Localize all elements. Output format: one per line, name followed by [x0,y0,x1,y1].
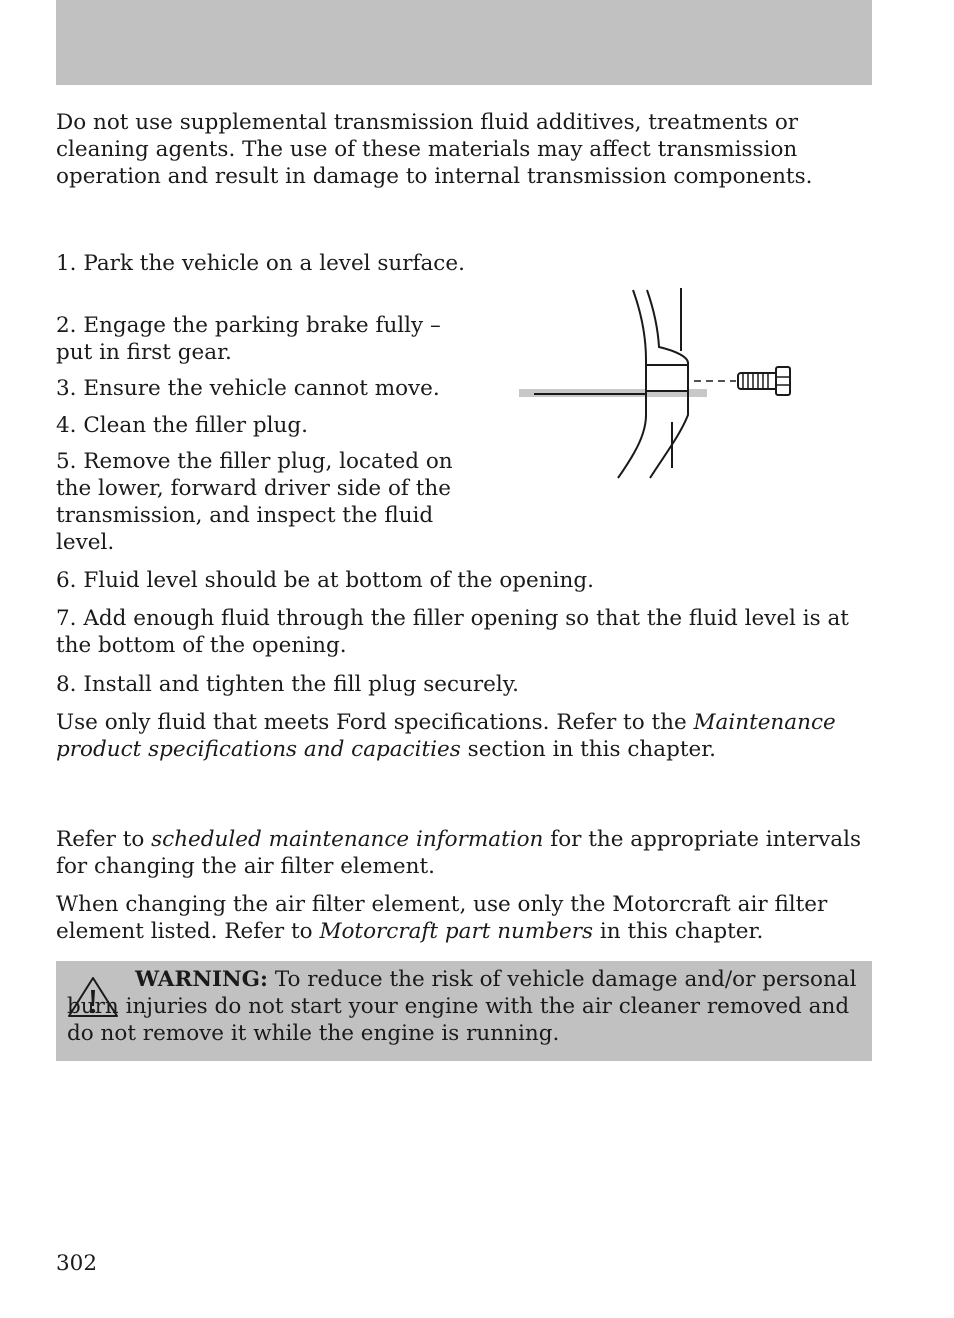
air-filter-interval-note: Refer to scheduled maintenance information for the appropriate intervals for changing the air filter element. [56,827,862,879]
warning-text [67,966,857,1047]
step-8: 8. Install and tighten the fill plug securely. [56,672,519,697]
header-band [56,0,872,85]
step-2: 2. Engage the parking brake fully – put in first gear. [56,313,441,365]
schedule-link-text: scheduled maintenance information [151,827,544,852]
filler-plug-bolt [738,367,790,395]
step-5: 5. Remove the filler plug, located on the lower, forward driver side of the transmission, and inspect the fluid level. [56,449,453,555]
step-3: 3. Ensure the vehicle cannot move. [56,376,440,401]
filler-opening [646,365,688,391]
filler-plug-diagram [516,285,796,485]
warning-label: WARNING: [135,967,268,992]
intro-paragraph: Do not use supplemental transmission fluid additives, treatments or cleaning agents. The use of these materials may affect transmission operation and result in damage to internal transmission components. [56,110,813,189]
page-number: 302 [56,1251,98,1276]
step-1: 1. Park the vehicle on a level surface. [56,251,465,276]
step-7: 7. Add enough fluid through the filler opening so that the fluid level is at the bottom of the opening. [56,606,849,658]
fluid-spec-note: Use only fluid that meets Ford specifications. Refer to the Maintenance product specifications and capacities section in this chapter. [56,710,836,762]
housing-outer-curve [618,290,646,478]
spec-link-text: Maintenance product specifications and capacities [56,710,836,762]
part-numbers-link-text: Motorcraft part numbers [319,919,594,944]
step-4: 4. Clean the filler plug. [56,413,308,438]
air-filter-change-note: When changing the air filter element, use only the Motorcraft air filter element listed. Refer to Motorcraft part numbers in this chapter. [56,892,828,944]
step-6: 6. Fluid level should be at bottom of the opening. [56,568,594,593]
warning-message: To reduce the risk of vehicle damage and/or personal burn injuries do not start your engine with the air cleaner removed and do not remove it while the engine is running. [67,967,857,1046]
warning-box [56,961,872,1061]
